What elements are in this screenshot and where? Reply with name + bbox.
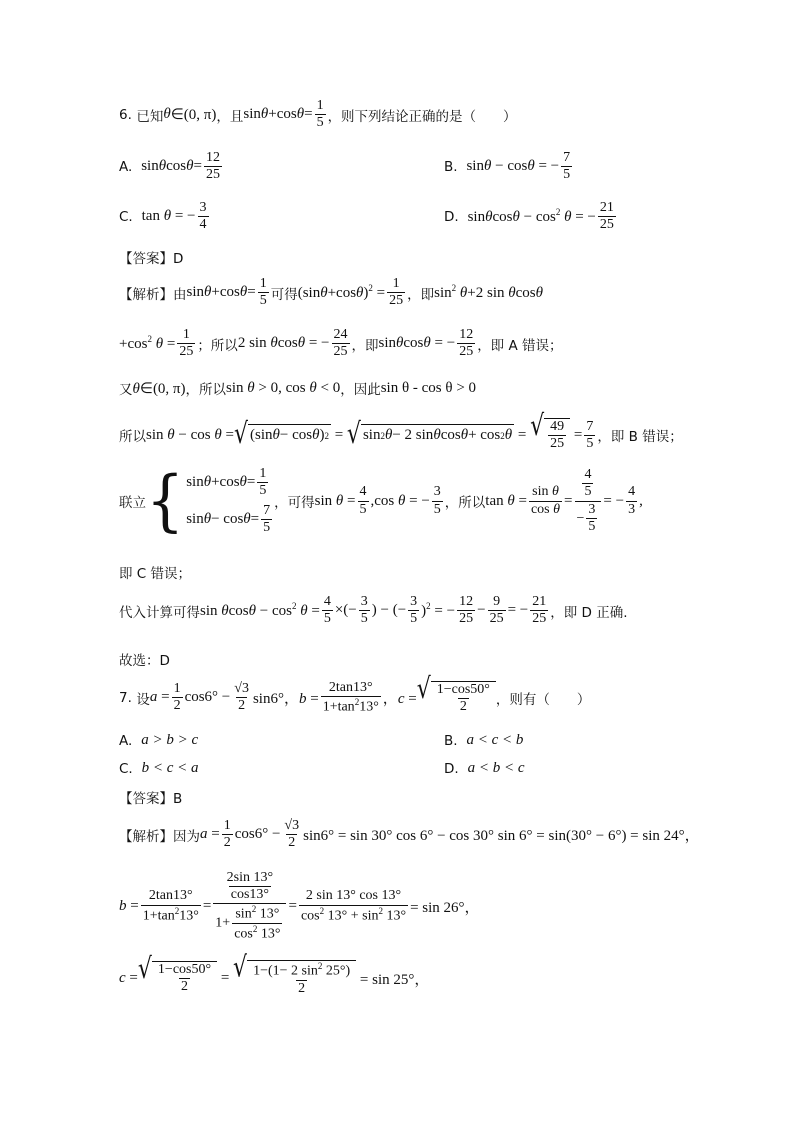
fraction: $\frac{9}{25}$ (489, 594, 504, 627)
math: sinθcosθ = − (378, 335, 456, 352)
math: ,cos θ = − (370, 492, 430, 509)
square-root: √ sin 2 θ − 2 sin θ cos θ + cos 2 θ (346, 418, 513, 451)
analysis-text: ；所以 (197, 337, 238, 354)
fraction: $\frac{1}{5}$ (259, 276, 267, 309)
fraction: $\frac{4}{5}$ (323, 594, 331, 627)
math: tan θ = (485, 492, 527, 509)
math: ∈(0, π) (170, 107, 217, 124)
q6-option-a (119, 150, 224, 183)
analysis-text: ，可得 (274, 495, 315, 511)
math: = − (507, 602, 529, 619)
fraction: $\frac{3}{4}$ (199, 200, 207, 233)
option-label: A. (119, 158, 133, 175)
q6-option-b (444, 150, 574, 183)
analysis-text: ，即 A 错误； (477, 337, 563, 354)
fraction: $\frac{12}{25}$ (205, 150, 220, 183)
square-root: √ $\frac{1-\cos 50^\circ}{2}$ (138, 961, 217, 995)
math: )$^2$ = − (421, 601, 456, 620)
q6-stem-text: ，且 (216, 108, 244, 125)
square-root: √ $\frac{1-\cos 50^\circ}{2}$ (417, 681, 496, 715)
math: − (477, 602, 486, 619)
option-label: B. (444, 732, 458, 749)
answer-label: 【答案】B (119, 791, 183, 807)
math: sin θ − cos θ = (146, 426, 234, 443)
analysis-text: 所以 (119, 429, 146, 446)
q7-analysis-line-3 (119, 951, 430, 997)
q6-stem-text: ，则下列结论正确的是（ ） (327, 108, 517, 125)
math: b = (119, 897, 139, 914)
math: θ (163, 106, 171, 123)
fraction: $\frac{1}{25}$ (389, 276, 404, 309)
analysis-text: 代入计算可得 (119, 604, 200, 621)
fraction: $\frac{3}{5}$ (360, 594, 368, 627)
analysis-text: 故选：D (119, 653, 170, 669)
fraction: $\frac{4}{3}$ (628, 484, 636, 517)
fraction: $\frac{1}{5}$ (316, 98, 324, 131)
math: a < b < c (467, 760, 525, 776)
fraction: $\frac{12}{25}$ (459, 327, 474, 360)
math: $+\cos^2$ θ = (119, 334, 176, 353)
fraction: $\frac{12}{25}$ (459, 594, 474, 627)
analysis-text: 即 C 错误； (119, 566, 192, 582)
fraction: $\frac{1}{2}$ (173, 681, 181, 714)
fraction: $\frac{2 \sin 13^\circ \cos 13^\circ}{\cos^2 13^\circ + \sin^2 13^\circ}$ (300, 888, 407, 924)
math: sinθcosθ= (141, 158, 202, 175)
fraction: $\frac{21}{25}$ (532, 594, 547, 627)
q7-stem-text: 设 (136, 691, 150, 708)
analysis-text: ，所以 (185, 382, 227, 398)
fraction: $\frac{2\sin 13^\circ}{\cos 13^\circ}$ 1+ $\frac{\sin^2 13^\circ}{\cos^2 13^\circ}$ (213, 870, 286, 943)
math: = sin 25°， (356, 971, 430, 988)
math: = (570, 426, 583, 443)
q6-stem-text: 已知 (136, 108, 164, 125)
q6-analysis-line-2 (119, 327, 563, 360)
q6-analysis-line-5: 联立 { sin θ +cos θ = $\frac{1}{5}$ sin θ − cos θ = $\frac{7}{5}$ ，可得 sin θ = $\frac{4}{5}$ ,cos θ = − $\frac{3}{5}$ ，所以 tan θ = $\frac{\text{sin θ}}{\text{cos θ}}$ = $\frac{4}{5}$ − $\frac{3}{5}$ = − $\frac{4}{3}$ , (119, 462, 643, 540)
option-label: C. (119, 760, 133, 777)
fraction: $\frac{1}{2}$ (223, 818, 231, 851)
math: cos6° − (184, 689, 231, 706)
option-label: C. (119, 208, 133, 225)
math: sinθ − cosθ = − (466, 158, 560, 175)
option-label: B. (444, 158, 458, 175)
math: ，c = (382, 691, 417, 708)
math: sin θ = (314, 492, 356, 509)
math: = sin 26°， (410, 899, 480, 916)
math: sin θ > 0, cos θ < 0 (226, 379, 341, 396)
q6-analysis-line-4 (119, 410, 683, 452)
analysis-text: ，即 B 错误； (597, 429, 683, 446)
math: sin6°，b = (252, 691, 319, 708)
math: = (288, 897, 297, 914)
brace-icon: { (146, 462, 185, 540)
math: θ∈(0, π) (132, 380, 186, 397)
q7-answer (119, 787, 182, 807)
fraction: $\frac{7}{5}$ (586, 418, 594, 451)
math: tan θ = − (141, 208, 196, 225)
math: a < c < b (466, 732, 524, 748)
math: $(\sin\theta+\cos\theta)^2$ = (297, 283, 386, 302)
math: c = (119, 969, 138, 986)
q6-conclusion (119, 649, 170, 669)
math: = − (603, 492, 625, 509)
q6-analysis-line-6 (119, 562, 191, 582)
analysis-text: ，即 (407, 286, 435, 303)
option-label: D. (444, 760, 459, 777)
equation-system: sin θ +cos θ = $\frac{1}{5}$ sin θ − cos θ = $\frac{7}{5}$ (186, 466, 271, 535)
square-root: √ $\frac{1-(1- 2 \sin^2 25^\circ)}{2}$ (233, 960, 356, 997)
fraction: $\frac{4}{5}$ − $\frac{3}{5}$ (575, 467, 602, 534)
q6-analysis-line-3 (119, 378, 476, 398)
q6-option-c (119, 200, 211, 233)
math: ) − (− (371, 602, 407, 619)
analysis-text: 可得 (270, 286, 298, 303)
analysis-label: 【解析】 (119, 286, 173, 303)
q7-analysis-line-2 (119, 870, 480, 943)
option-label: D. (444, 208, 459, 225)
math: $\sin \theta\cos\theta - \cos^2 \theta$ = (200, 601, 320, 620)
square-root: √ $\frac{49}{25}$ (530, 418, 570, 452)
fraction: $\frac{2\tan 13^\circ}{1+\tan^213^\circ}$ (322, 680, 379, 715)
fraction: $\frac{1}{25}$ (179, 327, 194, 360)
math: cos6° − (234, 826, 281, 843)
analysis-text: ，所以 (444, 495, 486, 511)
q6-stem (119, 98, 517, 131)
q7-stem (119, 673, 591, 716)
math: 2 sin θcosθ = − (237, 335, 330, 352)
math: a = (149, 689, 170, 706)
q7-number: 7. (119, 689, 132, 706)
math: sinθ+cosθ= (243, 106, 313, 123)
analysis-text: 因为 (173, 828, 200, 845)
answer-label: 【答案】D (119, 251, 184, 267)
math: ×(− (334, 602, 357, 619)
fraction: $\frac{21}{25}$ (599, 200, 614, 233)
math: = (514, 426, 531, 443)
analysis-text: 联立 (119, 495, 146, 511)
analysis-text: 又 (119, 382, 133, 398)
fraction: $\frac{2\tan 13^\circ}{1+\tan^213^\circ}$ (142, 888, 199, 924)
fraction: $\frac{7}{5}$ (563, 150, 571, 183)
analysis-label: 【解析】 (119, 828, 173, 845)
q6-answer (119, 247, 183, 267)
math: $\sin\theta\cos\theta - \cos^2 \theta$ = − (467, 207, 596, 226)
q7-stem-text: ，则有（ ） (495, 691, 591, 708)
q6-option-d (444, 200, 618, 233)
fraction: $\frac{3}{5}$ (410, 594, 418, 627)
math: = (217, 969, 234, 986)
q7-option-d (444, 760, 525, 777)
q6-analysis-line-1 (119, 276, 543, 309)
q7-option-a (119, 732, 198, 749)
math: = (564, 492, 573, 509)
math: = (202, 897, 212, 914)
option-label: A. (119, 732, 133, 749)
q7-option-b (444, 732, 523, 749)
q6-analysis-line-7 (119, 594, 628, 627)
fraction: $\frac{3}{5}$ (433, 484, 441, 517)
math: = (330, 426, 347, 443)
analysis-text: ，即 (351, 337, 379, 354)
analysis-text: 由 (173, 286, 187, 303)
analysis-text: ，即 D 正确. (550, 604, 628, 621)
math: sin θ - cos θ > 0 (380, 379, 477, 396)
fraction: $\frac{24}{25}$ (333, 327, 348, 360)
math: a > b > c (141, 732, 199, 748)
math: sin6° = sin 30° cos 6° − cos 30° sin 6° = sin(30° − 6°) = sin 24°， (303, 828, 700, 845)
q7-option-c (119, 760, 199, 777)
fraction: $\frac{4}{5}$ (359, 484, 367, 517)
fraction: $\frac{√3}{2}$ (234, 681, 249, 714)
math: $\sin^2 \theta+2$ sin θcosθ (434, 283, 543, 302)
square-root: √ (sin θ − cos θ ) 2 (233, 418, 329, 451)
q6-number: 6. (119, 106, 132, 123)
math: b < c < a (141, 760, 199, 776)
fraction: $\frac{\text{sin θ}}{\text{cos θ}}$ (530, 484, 561, 517)
fraction: $\frac{√3}{2}$ (284, 818, 300, 851)
q7-analysis-line-1 (119, 818, 700, 851)
math: a = (200, 826, 220, 843)
analysis-text: ，因此 (340, 382, 381, 398)
math: sinθ+cosθ= (186, 284, 256, 301)
